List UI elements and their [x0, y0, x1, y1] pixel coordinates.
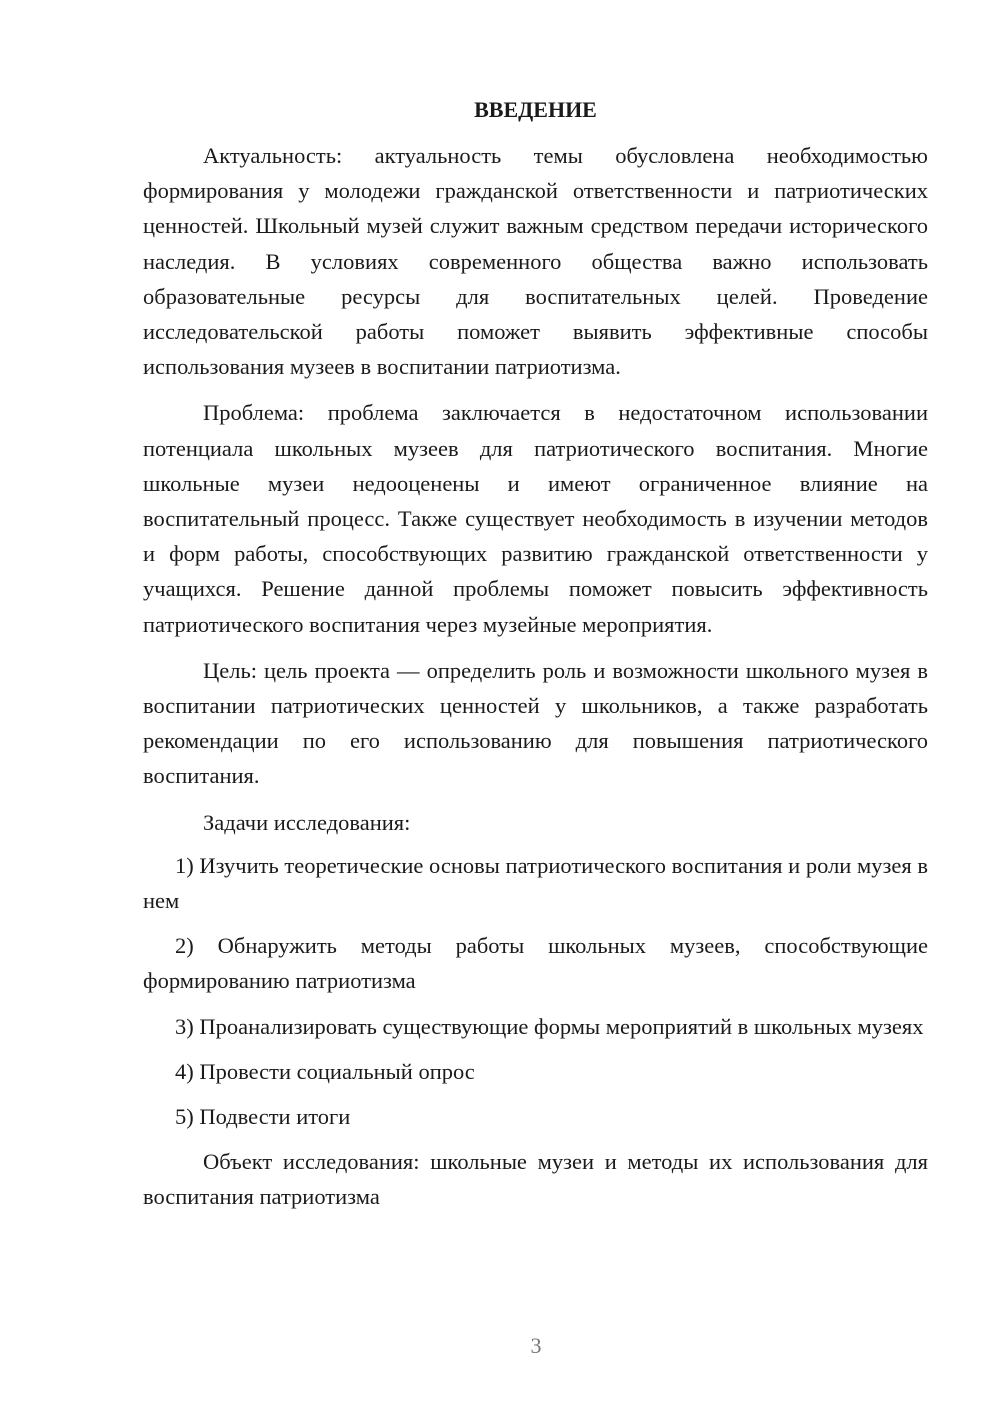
page-number: 3: [530, 1333, 542, 1358]
task-item-3: 3) Проанализировать существующие формы мероприятий в школьных музеях: [175, 1013, 924, 1039]
tasks-title: Задачи исследования:: [203, 809, 411, 835]
section-heading: ВВЕДЕНИЕ: [474, 97, 597, 122]
goal-paragraph: Цель: цель проекта — определить роль и возможности школьного музея в воспитании патриотических ценностей у школьников, а также разработать рекомендации по его использованию для повышения патриотического воспитания.: [143, 657, 928, 789]
problem-paragraph: Проблема: проблема заключается в недостаточном использовании потенциала школьных музеев для патриотического воспитания. Многие школьные музеи недооценены и имеют ограниченное влияние на воспитательный процесс. Также существует необходимость в изучении методов и форм работы, способствующих развитию гражданской ответственности у учащихся. Решение данной проблемы поможет повысить эффективность патриотического воспитания через музейные мероприятия.: [143, 400, 928, 637]
relevance-paragraph: Актуальность: актуальность темы обусловлена необходимостью формирования у молодежи гражданской ответственности и патриотических ценностей. Школьный музей служит важным средством передачи исторического наследия. В условиях современного общества важно использовать образовательные ресурсы для воспитательных целей. Проведение исследовательской работы поможет выявить эффективные способы использования музеев в воспитании патриотизма.: [143, 143, 928, 380]
page-content: [143, 92, 928, 1226]
object-paragraph: Объект исследования: школьные музеи и методы их использования для воспитания патриотизма: [143, 1149, 928, 1210]
task-item-1: 1) Изучить теоретические основы патриотического воспитания и роли музея в нем: [143, 852, 928, 914]
task-item-4: 4) Провести социальный опрос: [175, 1058, 475, 1084]
task-item-5: 5) Подвести итоги: [175, 1104, 351, 1130]
task-item-2: 2) Обнаружить методы работы школьных музеев, способствующие формированию патриотизма: [143, 933, 928, 994]
